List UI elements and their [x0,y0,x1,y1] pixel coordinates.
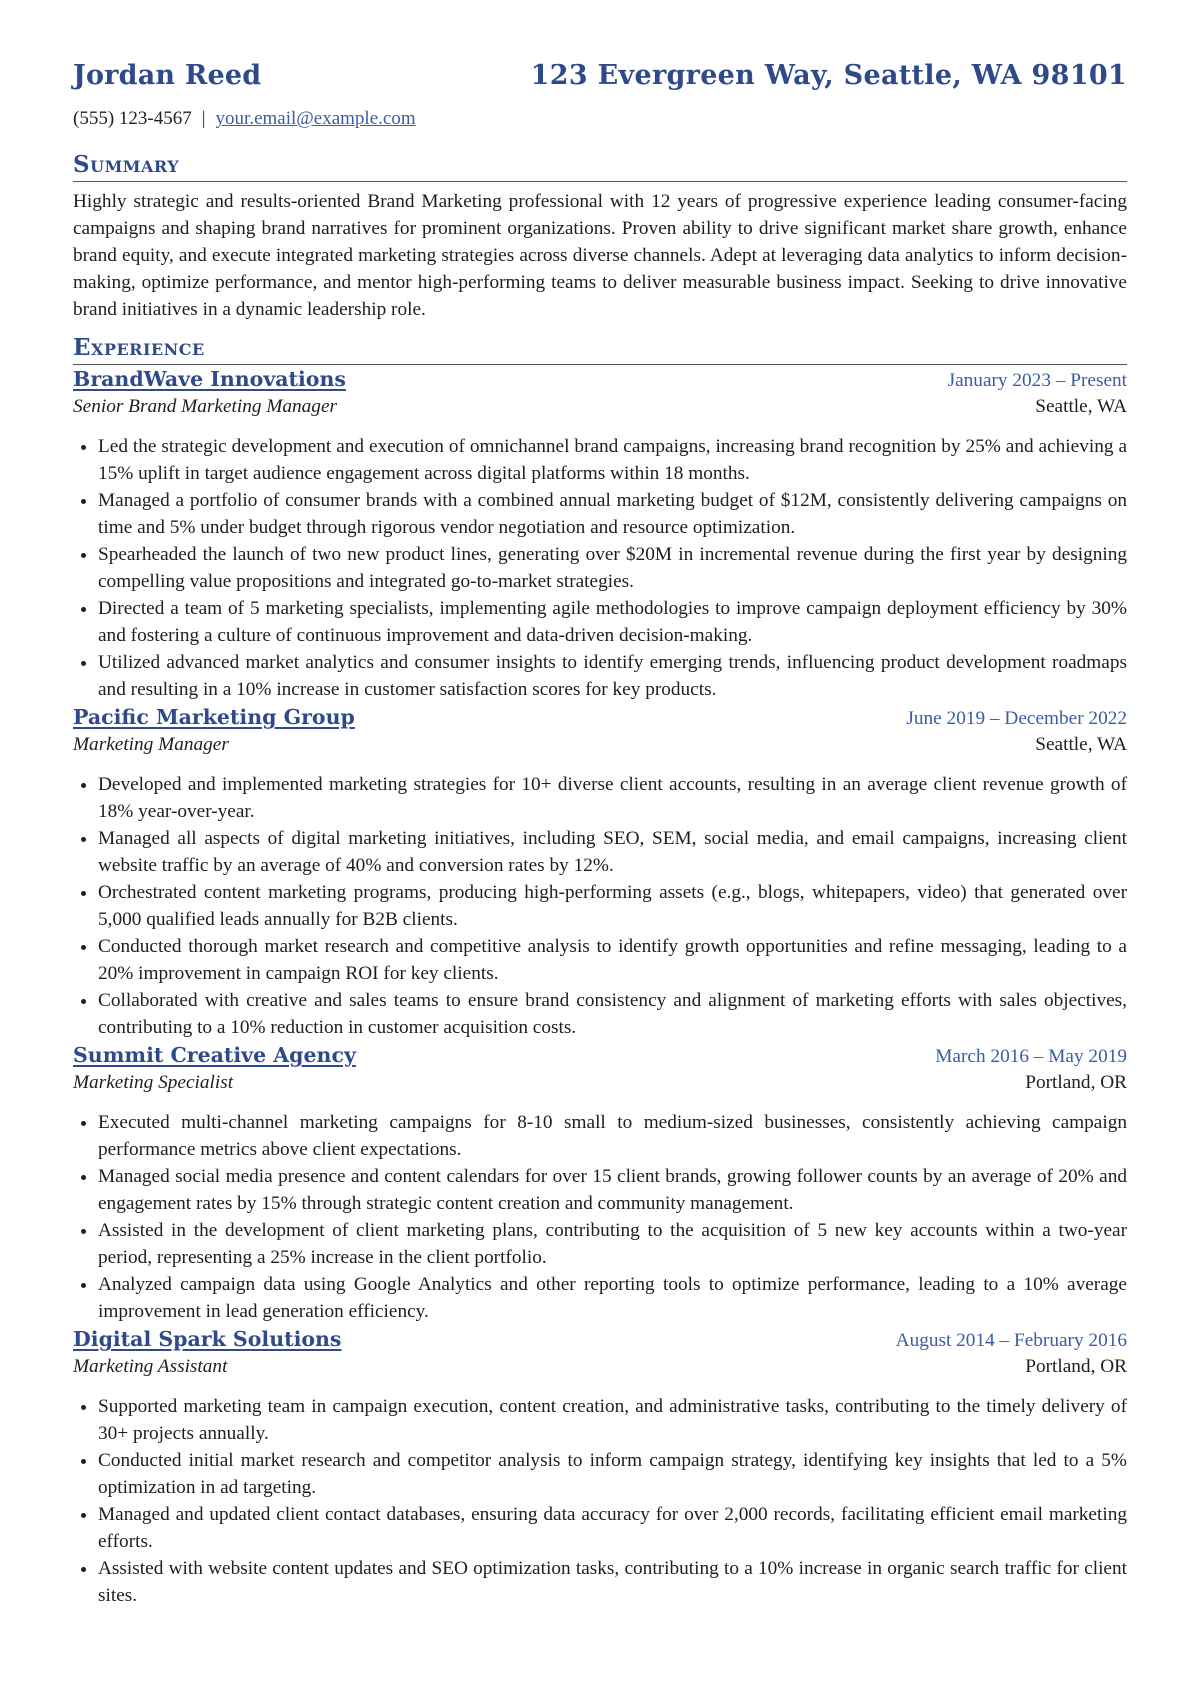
job-bullet: • Managed social media presence and content calendars for over 15 client brands, growing follower counts by an average of 20% and engagement rates by 15% through strategic content creation and community management. [98,1163,1127,1217]
job-bullet: • Conducted thorough market research and competitive analysis to identify growth opportunities and refine messaging, leading to a 20% improvement in campaign ROI for key clients. [98,933,1127,987]
job-location: Portland, OR [1025,1072,1127,1093]
job-bullet: • Utilized advanced market analytics and consumer insights to identify emerging trends, influencing product development roadmaps and resulting in a 10% increase in customer satisfaction scores for key products. [98,649,1127,703]
experience-list [73,367,1127,1609]
job-header [73,367,1127,396]
job-role: Marketing Assistant [73,1356,228,1377]
job-header [73,1327,1127,1356]
company-link[interactable]: Digital Spark Solutions [73,1327,342,1351]
job-location: Seattle, WA [1035,396,1127,417]
job-subheader [73,734,1127,763]
job-role: Marketing Manager [73,734,229,755]
job-bullet: • Assisted with website content updates and SEO optimization tasks, contributing to a 10% increase in organic search traffic for client sites. [98,1555,1127,1609]
job-bullet: • Managed and updated client contact databases, ensuring data accuracy for over 2,000 records, facilitating efficient email marketing efforts. [98,1501,1127,1555]
job-subheader [73,1356,1127,1385]
job-entry [73,705,1127,1041]
contact-line [73,108,1127,140]
job-bullet: • Managed a portfolio of consumer brands with a combined annual marketing budget of $12M, consistently delivering campaigns on time and 5% under budget through rigorous vendor negotiation and resource optimization. [98,487,1127,541]
contact-separator: | [201,108,206,129]
job-bullet: • Executed multi-channel marketing campaigns for 8-10 small to medium-sized businesses, consistently achieving campaign performance metrics above client expectations. [98,1109,1127,1163]
job-dates: March 2016 – May 2019 [935,1046,1127,1067]
phone-number: (555) 123-4567 [73,108,192,129]
job-location: Seattle, WA [1035,734,1127,755]
job-subheader [73,1072,1127,1101]
job-bullet: • Directed a team of 5 marketing specialists, implementing agile methodologies to improve campaign deployment efficiency by 30% and fostering a culture of continuous improvement and data-driven decision-making. [98,595,1127,649]
job-dates: January 2023 – Present [947,370,1127,391]
job-bullet: • Collaborated with creative and sales teams to ensure brand consistency and alignment of marketing efforts with sales objectives, contributing to a 10% reduction in customer acquisition costs. [98,987,1127,1041]
candidate-address: 123 Evergreen Way, Seattle, WA 98101 [530,60,1127,91]
job-bullet-list [73,1393,1127,1609]
job-entry [73,1327,1127,1609]
job-bullet: • Orchestrated content marketing programs, producing high-performing assets (e.g., blogs, whitepapers, video) that generated over 5,000 qualified leads annually for B2B clients. [98,879,1127,933]
job-dates: August 2014 – February 2016 [895,1330,1127,1351]
job-bullet: • Led the strategic development and execution of omnichannel brand campaigns, increasing brand recognition by 25% and achieving a 15% uplift in target audience engagement across digital platforms within 18 months. [98,433,1127,487]
job-subheader [73,396,1127,425]
company-link[interactable]: BrandWave Innovations [73,367,346,391]
job-bullet-list [73,433,1127,703]
email-link[interactable]: your.email@example.com [215,108,416,129]
job-entry [73,367,1127,703]
job-header [73,1043,1127,1072]
company-link[interactable]: Pacific Marketing Group [73,705,355,729]
job-dates: June 2019 – December 2022 [906,708,1127,729]
summary-text: Highly strategic and results-oriented Brand Marketing professional with 12 years of progressive experience leading consumer-facing campaigns and shaping brand narratives for prominent organizations. Proven ability to drive significant market share growth, enhance brand equity, and execute integrated marketing strategies across diverse channels. Adept at leveraging data analytics to inform decision-making, optimize performance, and mentor high-performing teams to deliver measurable business impact. Seeking to drive innovative brand initiatives in a dynamic leadership role. [73,191,1127,320]
job-bullet: • Spearheaded the launch of two new product lines, generating over $20M in incremental revenue during the first year by designing compelling value propositions and integrated go-to-market strategies. [98,541,1127,595]
job-location: Portland, OR [1025,1356,1127,1377]
summary-heading: Summary [73,150,1127,182]
job-bullet: • Assisted in the development of client marketing plans, contributing to the acquisition of 5 new key accounts within a two-year period, representing a 25% increase in the client portfolio. [98,1217,1127,1271]
candidate-name: Jordan Reed [73,60,262,91]
job-role: Senior Brand Marketing Manager [73,396,338,417]
company-link[interactable]: Summit Creative Agency [73,1043,356,1067]
job-header [73,705,1127,734]
resume-page [73,60,1127,1609]
job-bullet: • Conducted initial market research and competitor analysis to inform campaign strategy, identifying key insights that led to a 5% optimization in ad targeting. [98,1447,1127,1501]
job-bullet-list [73,771,1127,1041]
job-bullet-list [73,1109,1127,1325]
job-bullet: • Managed all aspects of digital marketing initiatives, including SEO, SEM, social media, and email campaigns, increasing client website traffic by an average of 40% and conversion rates by 12%. [98,825,1127,879]
resume-header [73,60,1127,104]
job-bullet: • Supported marketing team in campaign execution, content creation, and administrative tasks, contributing to the timely delivery of 30+ projects annually. [98,1393,1127,1447]
job-bullet: • Developed and implemented marketing strategies for 10+ diverse client accounts, resulting in an average client revenue growth of 18% year-over-year. [98,771,1127,825]
experience-heading: Experience [73,333,1127,365]
job-bullet: • Analyzed campaign data using Google Analytics and other reporting tools to optimize performance, leading to a 10% average improvement in lead generation efficiency. [98,1271,1127,1325]
job-role: Marketing Specialist [73,1072,234,1093]
job-entry [73,1043,1127,1325]
